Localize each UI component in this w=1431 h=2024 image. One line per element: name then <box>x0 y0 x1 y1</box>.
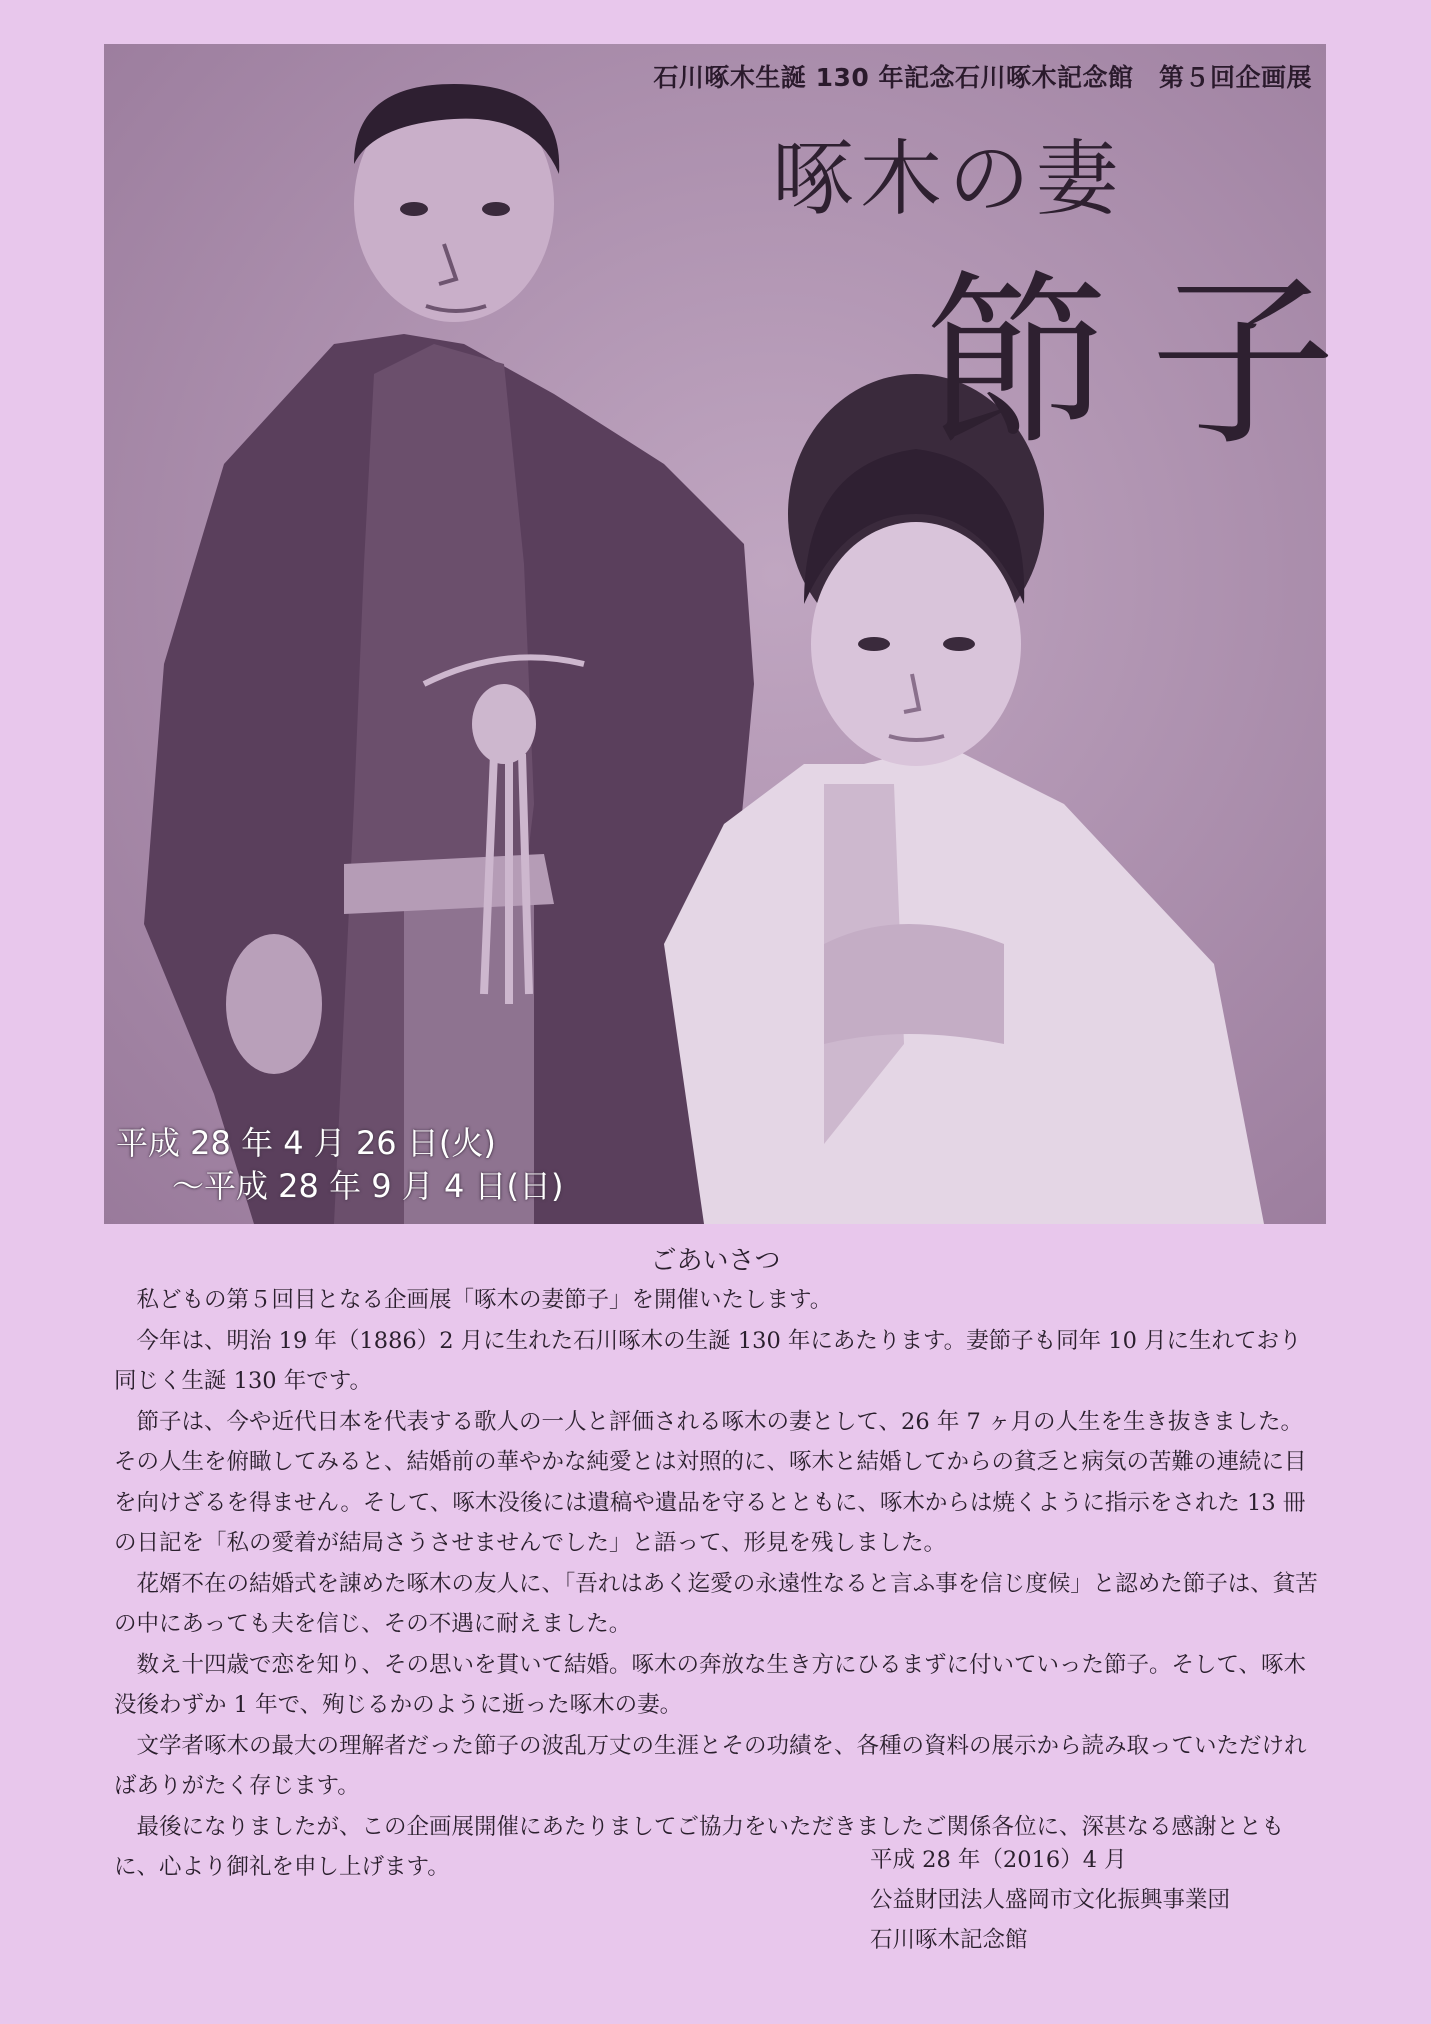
greeting-paragraph: 数え十四歳で恋を知り、その思いを貫いて結婚。啄木の奔放な生き方にひるまずに付いていった節子。そして、啄木没後わずか 1 年で、殉じるかのように逝った啄木の妻。 <box>114 1651 1307 1718</box>
greeting-paragraph: 私どもの第５回目となる企画展「啄木の妻節子」を開催いたします。 <box>136 1287 833 1313</box>
exhibition-title: 節子 <box>924 254 1377 471</box>
signature-date: 平成 28 年（2016）4 月 <box>870 1847 1127 1873</box>
greeting-paragraph: 節子は、今や近代日本を代表する歌人の一人と評価される啄木の妻として、26 年 7 ヶ月の人生を生き抜きました。その人生を俯瞰してみると、結婚前の華やかな純愛とは対照的に、啄木と結婚してからの貧乏と病気の苦難の連続に目を向けざるを得ません。そして、啄木没後には遺稿や遺品を守るとともに、啄木からは焼くように指示をされた 13 冊の日記を「私の愛着が結局さうさせませんでした」と語って、形見を残しました。 <box>114 1408 1307 1556</box>
signature-block <box>870 1840 1230 1960</box>
exhibition-dates <box>116 1122 563 1208</box>
greeting-paragraph: 今年は、明治 19 年（1886）2 月に生れた石川啄木の生誕 130 年にあたります。妻節子も同年 10 月に生れており同じく生誕 130 年です。 <box>114 1327 1302 1394</box>
greeting-heading: ごあいさつ <box>650 1246 781 1276</box>
signature-museum: 石川啄木記念館 <box>870 1927 1028 1953</box>
cover-photo <box>104 44 1377 1224</box>
greeting-paragraph: 最後になりましたが、この企画展開催にあたりましてご協力をいただきましたご関係各位に、深甚なる感謝とともに、心より御礼を申し上げます。 <box>114 1813 1285 1880</box>
exhibition-header: 石川啄木生誕 130 年記念石川啄木記念館 第５回企画展 <box>653 63 1312 92</box>
greeting-body <box>114 1280 1322 1888</box>
exhibition-subtitle: 啄木の妻 <box>772 132 1125 227</box>
date-end: ～平成 28 年 9 月 4 日(日) <box>172 1167 564 1206</box>
greeting-paragraph: 花婿不在の結婚式を諌めた啄木の友人に、「吾れはあく迄愛の永遠性なると言ふ事を信じ度候」と認めた節子は、貧苦の中にあっても夫を信じ、その不遇に耐えました。 <box>114 1570 1318 1637</box>
signature-org: 公益財団法人盛岡市文化振興事業団 <box>870 1887 1231 1913</box>
greeting-paragraph: 文学者啄木の最大の理解者だった節子の波乱万丈の生涯とその功績を、各種の資料の展示から読み取っていただければありがたく存じます。 <box>114 1732 1307 1799</box>
date-start: 平成 28 年 4 月 26 日(火) <box>116 1124 496 1162</box>
